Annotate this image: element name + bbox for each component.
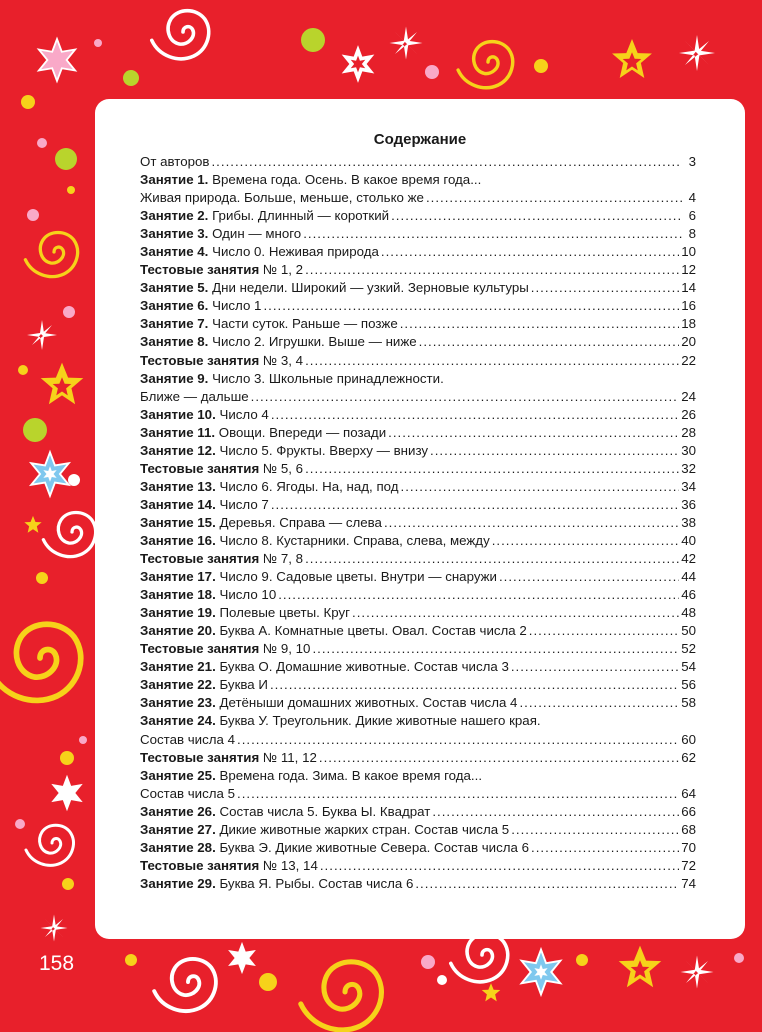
toc-entry-label — [140, 568, 497, 586]
toc-entry-lesson: Занятие 26. — [140, 803, 216, 819]
toc-entry-lesson: Занятие 9. — [140, 370, 209, 386]
toc-entry-lesson: Занятие 15. — [140, 514, 216, 530]
toc-entry[interactable] — [140, 333, 696, 351]
toc-entry-lesson: Занятие 5. — [140, 280, 209, 296]
toc-entry-text: Число 2. Игрушки. Выше — ниже — [212, 334, 417, 350]
toc-entry[interactable] — [140, 171, 696, 189]
toc-entry[interactable] — [140, 442, 696, 460]
toc-entry-text: Грибы. Длинный — короткий — [212, 208, 390, 224]
toc-entry-leader — [400, 315, 679, 333]
toc-entry-leader — [237, 731, 679, 749]
toc-entry-leader — [384, 514, 679, 532]
toc-entry-text: Буква О. Домашние животные. Состав числа 3 — [219, 659, 509, 675]
toc-entry-label — [140, 640, 310, 658]
toc-entry-lesson: Занятие 28. — [140, 839, 216, 855]
toc-entry-text: Число 10 — [219, 587, 277, 603]
toc-entry-label — [140, 550, 303, 568]
toc-entry-text: Состав числа 5 — [140, 785, 235, 801]
toc-entry-lesson: Занятие 19. — [140, 605, 216, 621]
toc-entry[interactable] — [140, 731, 696, 749]
toc-entry-label — [140, 478, 399, 496]
toc-entry-leader — [270, 676, 679, 694]
page-title: Содержание — [373, 131, 467, 148]
toc-entry-label — [140, 225, 301, 243]
toc-entry-leader — [391, 207, 682, 225]
toc-entry-page: 42 — [681, 551, 696, 567]
toc-entry-page: 36 — [681, 496, 696, 512]
toc-entry-lesson: Занятие 4. — [140, 244, 209, 260]
toc-entry[interactable] — [140, 297, 696, 315]
toc-entry-leader — [381, 243, 679, 261]
toc-entry[interactable] — [140, 189, 696, 207]
toc-entry-leader — [312, 640, 679, 658]
toc-entry-leader — [237, 785, 679, 803]
toc-entry[interactable] — [140, 406, 696, 424]
toc-entry-leader — [263, 297, 679, 315]
toc-entry-page: 28 — [681, 424, 696, 440]
toc-entry-label — [140, 785, 235, 803]
toc-entry-text: Буква И — [219, 677, 268, 693]
toc-entry-page: 40 — [681, 532, 696, 548]
toc-entry-text: Буква А. Комнатные цветы. Овал. Состав числа 2 — [219, 623, 527, 639]
toc-entry-text: № 5, 6 — [262, 460, 304, 476]
toc-entry[interactable] — [140, 821, 696, 839]
toc-entry[interactable] — [140, 261, 696, 279]
toc-entry-page: 18 — [681, 316, 696, 332]
toc-entry-label — [140, 243, 379, 261]
toc-entry-label — [140, 532, 490, 550]
toc-entry[interactable] — [140, 514, 696, 532]
toc-entry-label — [140, 857, 318, 875]
toc-entry-lesson: Занятие 1. — [140, 172, 209, 188]
toc-entry-label — [140, 261, 303, 279]
toc-entry-label — [140, 821, 509, 839]
toc-entry-lesson: Занятие 7. — [140, 316, 209, 332]
toc-entry-lesson: Тестовые занятия — [140, 262, 260, 278]
toc-entry[interactable] — [140, 550, 696, 568]
toc-entry-leader — [211, 153, 682, 171]
toc-entry-lesson: Занятие 29. — [140, 875, 216, 891]
toc-entry-text: Буква У. Треугольник. Дикие животные нашего края. — [219, 713, 541, 729]
toc-entry-lesson: Занятие 11. — [140, 424, 216, 440]
toc-entry-text: Дни недели. Широкий — узкий. Зерновые культуры — [212, 280, 529, 296]
toc-entry[interactable] — [140, 315, 696, 333]
toc-entry-label — [140, 749, 317, 767]
toc-entry-page: 16 — [681, 298, 696, 314]
toc-entry-page: 66 — [681, 803, 696, 819]
toc-entry-lesson: Занятие 6. — [140, 298, 209, 314]
toc-entry-text: Дикие животные жарких стран. Состав числа 5 — [219, 821, 510, 837]
toc-entry-leader — [531, 839, 679, 857]
toc-entry-lesson: Тестовые занятия — [140, 641, 260, 657]
toc-entry-leader — [511, 658, 679, 676]
toc-entry-page: 68 — [681, 821, 696, 837]
toc-entry[interactable] — [140, 532, 696, 550]
toc-entry-lesson: Занятие 13. — [140, 478, 216, 494]
toc-entry-lesson: Занятие 10. — [140, 406, 216, 422]
toc-entry-label — [140, 352, 303, 370]
toc-entry-leader — [303, 225, 682, 243]
toc-entry-label — [140, 171, 481, 189]
toc-entry-page: 64 — [681, 785, 696, 801]
toc-entry-page: 56 — [681, 677, 696, 693]
toc-entry-label — [140, 279, 529, 297]
toc-entry[interactable] — [140, 749, 696, 767]
toc-entry-leader — [432, 803, 679, 821]
toc-entry[interactable] — [140, 622, 696, 640]
toc-entry-text: Состав числа 4 — [140, 731, 235, 747]
toc-entry-label — [140, 694, 517, 712]
toc-entry-lesson: Занятие 12. — [140, 442, 216, 458]
toc-entry-leader — [271, 496, 679, 514]
toc-entry-label — [140, 424, 386, 442]
toc-entry-text: Число 8. Кустарники. Справа, слева, между — [219, 532, 490, 548]
toc-entry[interactable] — [140, 496, 696, 514]
toc-entry-lesson: Тестовые занятия — [140, 460, 260, 476]
toc-entry[interactable] — [140, 857, 696, 875]
toc-entry-label — [140, 658, 509, 676]
toc-entry-label — [140, 333, 417, 351]
toc-entry[interactable] — [140, 207, 696, 225]
toc-entry-page: 74 — [681, 875, 696, 891]
page-number: 158 — [39, 952, 75, 975]
toc-entry-text: Состав числа 5. Буква Ы. Квадрат — [219, 803, 431, 819]
toc-entry-leader — [401, 478, 680, 496]
toc-entry-text: Овощи. Впереди — позади — [218, 424, 387, 440]
toc-entry[interactable] — [140, 803, 696, 821]
toc-entry[interactable] — [140, 604, 696, 622]
toc-entry-page: 58 — [681, 695, 696, 711]
toc-entry-text: Ближе — дальше — [140, 388, 249, 404]
toc-entry-text: Части суток. Раньше — позже — [212, 316, 398, 332]
toc-entry-text: Число 1 — [212, 298, 262, 314]
toc-entry-leader — [319, 749, 679, 767]
toc-entry-page: 34 — [681, 478, 696, 494]
toc-entry-page: 22 — [681, 352, 696, 368]
toc-entry-text: № 11, 12 — [262, 749, 317, 765]
toc-entry[interactable] — [140, 388, 696, 406]
toc-entry[interactable] — [140, 243, 696, 261]
toc-entry-leader — [529, 622, 679, 640]
toc-entry-label — [140, 803, 430, 821]
toc-entry[interactable] — [140, 460, 696, 478]
toc-entry-lesson: Занятие 25. — [140, 767, 216, 783]
toc-entry-text: Число 0. Неживая природа — [212, 244, 379, 260]
toc-entry-label — [140, 767, 482, 785]
toc-entry-page: 60 — [681, 731, 696, 747]
toc-entry-text: Живая природа. Больше, меньше, столько же — [140, 190, 424, 206]
toc-entry-text: От авторов — [140, 154, 210, 169]
toc-entry-page: 44 — [681, 569, 696, 585]
toc-entry-lesson: Занятие 2. — [140, 208, 209, 224]
toc-entry-leader — [305, 460, 679, 478]
toc-entry-label — [140, 839, 529, 857]
toc-entry-lesson: Занятие 20. — [140, 623, 216, 639]
toc-entry-text: № 9, 10 — [262, 641, 311, 657]
toc-entry-leader — [426, 189, 682, 207]
toc-entry-page: 50 — [681, 623, 696, 639]
toc-entry-label — [140, 604, 350, 622]
toc-entry-text: Число 6. Ягоды. На, над, под — [219, 478, 399, 494]
toc-entry-leader — [519, 694, 679, 712]
toc-entry-page: 10 — [681, 244, 696, 260]
toc-entry-label — [140, 622, 527, 640]
toc-entry-text: Времена года. Осень. В какое время года... — [212, 172, 482, 188]
toc-entry[interactable] — [140, 839, 696, 857]
toc-entry-text: № 7, 8 — [262, 551, 304, 567]
toc-entry-lesson: Занятие 18. — [140, 587, 216, 603]
toc-entry-label — [140, 189, 424, 207]
toc-entry-text: № 13, 14 — [262, 857, 318, 873]
toc-entry-text: Деревья. Справа — слева — [219, 514, 382, 530]
toc-entry-leader — [271, 406, 679, 424]
toc-entry-text: Число 4 — [219, 406, 269, 422]
toc-entry[interactable] — [140, 658, 696, 676]
toc-entry-page: 48 — [681, 605, 696, 621]
toc-entry[interactable] — [140, 676, 696, 694]
toc-entry-lesson: Занятие 8. — [140, 334, 209, 350]
toc-entry-page: 14 — [681, 280, 696, 296]
toc-entry-lesson: Тестовые занятия — [140, 749, 260, 765]
toc-entry-page: 26 — [681, 406, 696, 422]
toc-entry[interactable] — [140, 785, 696, 803]
toc-entry-lesson: Занятие 21. — [140, 659, 216, 675]
toc-entry[interactable] — [140, 640, 696, 658]
toc-entry-label — [140, 153, 209, 171]
toc-entry-label — [140, 586, 276, 604]
toc-entry[interactable] — [140, 568, 696, 586]
toc-entry-page: 70 — [681, 839, 696, 855]
toc-entry-page: 8 — [688, 226, 696, 242]
toc-entry-leader — [419, 333, 680, 351]
toc-entry[interactable] — [140, 424, 696, 442]
toc-entry-page: 46 — [681, 587, 696, 603]
toc-entry-page: 32 — [681, 460, 696, 476]
toc-entry-leader — [430, 442, 679, 460]
toc-entry-lesson: Занятие 23. — [140, 695, 216, 711]
toc-entry-lesson: Тестовые занятия — [140, 857, 260, 873]
toc-entry[interactable] — [140, 586, 696, 604]
toc-entry-page: 6 — [688, 208, 696, 224]
toc-entry-leader — [415, 875, 679, 893]
toc-entry[interactable] — [140, 875, 696, 893]
toc-entry-leader — [531, 279, 679, 297]
toc-entry-text: Буква Э. Дикие животные Севера. Состав числа 6 — [219, 839, 529, 855]
toc-entry-text: Детёныши домашних животных. Состав числа 4 — [219, 695, 518, 711]
toc-entry[interactable] — [140, 370, 696, 388]
toc-entry-page: 3 — [688, 154, 696, 169]
toc-entry-lesson: Занятие 22. — [140, 677, 216, 693]
toc-entry-page: 20 — [681, 334, 696, 350]
toc-entry-label — [140, 315, 398, 333]
toc-entry-label — [140, 388, 249, 406]
toc-entry-lesson: Тестовые занятия — [140, 551, 260, 567]
toc-entry-leader — [492, 532, 679, 550]
toc-entry-text: Полевые цветы. Круг — [219, 605, 351, 621]
toc-entry-lesson: Занятие 17. — [140, 569, 216, 585]
toc-entry-label — [140, 676, 268, 694]
toc-entry-lesson: Занятие 14. — [140, 496, 216, 512]
toc-entry-leader — [305, 550, 679, 568]
toc-entry[interactable] — [140, 694, 696, 712]
toc-entry-page: 52 — [681, 641, 696, 657]
toc-entry-text: Число 3. Школьные принадлежности. — [212, 370, 444, 386]
toc-entry-text: Один — много — [212, 226, 302, 242]
toc-entry[interactable] — [140, 279, 696, 297]
toc-entry-leader — [251, 388, 680, 406]
toc-entry[interactable] — [140, 478, 696, 496]
toc-entry-label — [140, 875, 413, 893]
toc-entry-page: 62 — [681, 749, 696, 765]
toc-entry-text: Число 9. Садовые цветы. Внутри — снаружи — [219, 569, 497, 585]
toc-entry-text: № 3, 4 — [262, 352, 304, 368]
toc-entry-leader — [305, 352, 679, 370]
toc-entry-page: 72 — [681, 857, 696, 873]
toc-entry[interactable] — [140, 225, 696, 243]
toc-entry-leader — [388, 424, 679, 442]
toc-entry-label — [140, 460, 303, 478]
toc-entry-page: 54 — [681, 659, 696, 675]
toc-entry-page: 30 — [681, 442, 696, 458]
toc-entry-page: 24 — [681, 388, 696, 404]
toc-entry-label — [140, 207, 389, 225]
toc-entry-text: Буква Я. Рыбы. Состав числа 6 — [219, 875, 414, 891]
toc-entry-lesson: Занятие 24. — [140, 713, 216, 729]
toc-entry[interactable] — [140, 767, 696, 785]
toc-entry[interactable] — [140, 352, 696, 370]
toc-entry-page: 38 — [681, 514, 696, 530]
toc-entry[interactable] — [140, 153, 696, 171]
toc-entry-leader — [305, 261, 679, 279]
toc-entry-lesson: Занятие 27. — [140, 821, 216, 837]
toc-entry-label — [140, 297, 261, 315]
toc-entry-label — [140, 370, 444, 388]
toc-entry-lesson: Тестовые занятия — [140, 352, 260, 368]
toc-entry-leader — [320, 857, 679, 875]
toc-entry-label — [140, 731, 235, 749]
toc-entry-leader — [278, 586, 679, 604]
toc-entry-text: № 1, 2 — [262, 262, 304, 278]
toc-entry-leader — [511, 821, 679, 839]
toc-entry-lesson: Занятие 3. — [140, 226, 209, 242]
toc-entry-text: Времена года. Зима. В какое время года... — [219, 767, 483, 783]
toc-entry-label — [140, 406, 269, 424]
toc-entry-page: 4 — [688, 190, 696, 206]
toc-entry-label — [140, 514, 382, 532]
toc-entry-label — [140, 496, 269, 514]
toc-entry-leader — [352, 604, 679, 622]
table-of-contents — [140, 153, 696, 893]
toc-entry-page: 12 — [681, 262, 696, 278]
toc-entry-text: Число 5. Фрукты. Вверху — внизу — [219, 442, 429, 458]
toc-entry-leader — [499, 568, 679, 586]
toc-entry-text: Число 7 — [219, 496, 269, 512]
toc-entry-lesson: Занятие 16. — [140, 532, 216, 548]
toc-entry-label — [140, 442, 428, 460]
toc-entry-label — [140, 712, 541, 730]
toc-entry[interactable] — [140, 712, 696, 730]
